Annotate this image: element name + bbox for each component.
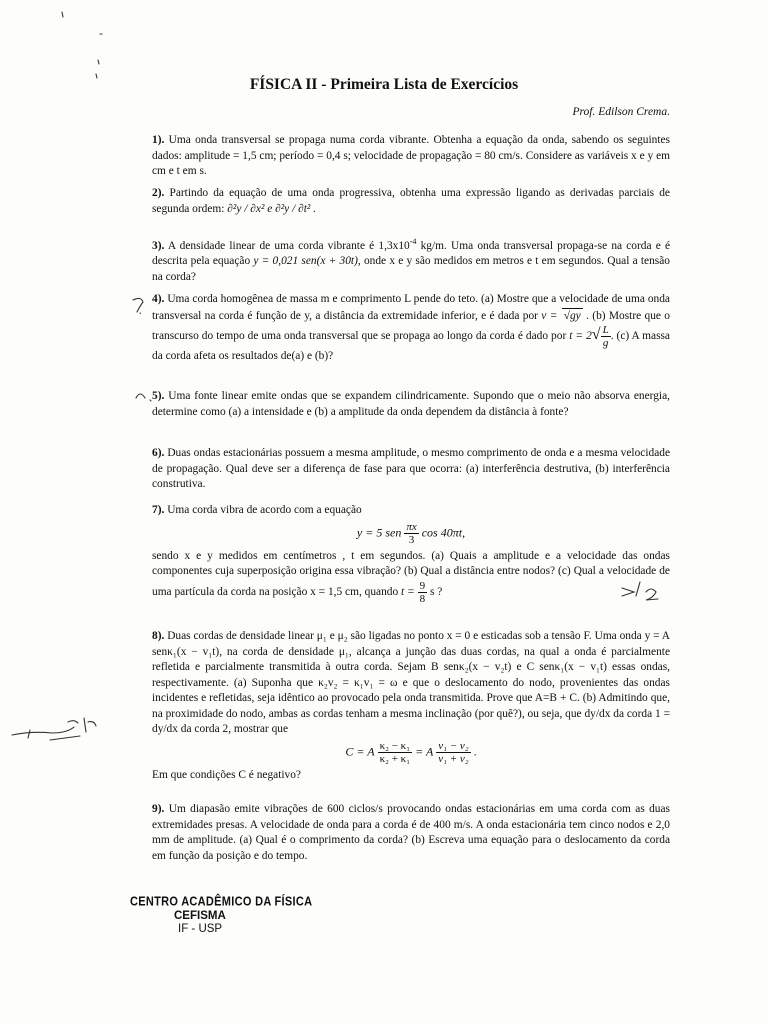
fraction-denominator: κ₂ + κ₁ (379, 752, 411, 765)
exercise-text: sendo x e y medidos em centímetros , t em segundos. (a) Quais a amplitude e a velocidade das ondas componentes cuja superposição origina essa vibração? (b) Qual a distância entre nodos? (c) Qual a velocidade de uma partícula da corda na posição x = 1,5 cm, quando (152, 549, 670, 598)
exercise-text: Uma corda homogênea de massa m e comprimento L pende do teto. (a) Mostre que a velocidade de uma onda transversal na corda é função de y, a distância da extremidade inferior, e é dada por (152, 293, 670, 322)
exercise-text: . (c) A massa da corda afeta os resultados de(a) e (b)? (152, 330, 670, 362)
exercise-number: 9). (152, 803, 165, 815)
fraction-denominator: 8 (419, 592, 426, 605)
exercise-text: Uma corda vibra de acordo com a equação (167, 504, 362, 516)
exercise-math: y = 0,021 sen(x + 30t) (253, 255, 358, 268)
equation-rhs: cos 40πt, (421, 524, 466, 539)
sqrt-sign: √ (591, 326, 601, 344)
exercise-text: Uma fonte linear emite ondas que se expandem cilindricamente. Supondo que o meio não absorva energia, determine como (a) a intensidade e (b) a amplitude da onda dependem da distância à fonte? (152, 390, 670, 418)
exercise-text: Um diapasão emite vibrações de 600 ciclos/s provocando ondas estacionárias em uma corda com as duas extremidades presas. A velocidade de onda para a corda é de 400 m/s. A onda estacionária tem cinco nodos e 2,0 mm de amplitude. (a) Qual é o comprimento da corda? (b) Escreva uma equação para o deslocamento da corda em função da posição e do tempo. (152, 803, 670, 862)
exercise-number: 3). (152, 239, 165, 252)
exercise-math: t = 2 (569, 330, 592, 343)
exercise-number: 2). (152, 187, 165, 199)
fraction-denominator: g (602, 337, 609, 349)
exercise-text: Duas cordas de densidade linear μ₁ e μ₂ são ligadas no ponto x = 0 e esticadas sob a tensão F. Uma onda y = A senκ₁(x − v₁t), na corda de densidade μ₁, alcança a junção das duas cordas, na qual a onda é parcialmente refletida e parcialmente transmitida à outra corda. Sejam B senκ₂(x − v₂t) e C senκ₁(x − v₁t) essas ondas, respectivamente. (a) Suponha que κ₂v₂ = κ₁v₁ = ω e que o deslocamento do nodo, provenientes das ondas incidentes e refletidas, seja idêntico ao provocado pela onda transmitida. Prove que A=B + C. (b) Admitindo que, na proximidade do nodo, ambas as cordas tenham a mesma inclinação (por quê?), ou seja, que dy/dx da corda 1 = dy/dx da corda 2, mostrar que (152, 630, 670, 735)
fraction-numerator: 9 (419, 579, 426, 592)
exercise-number: 8). (152, 630, 165, 642)
exercise-number: 6). (152, 447, 165, 459)
exercise-math: ∂²y / ∂x² e ∂²y / ∂t² . (227, 202, 316, 215)
fraction-numerator: L (602, 324, 609, 336)
equation-lhs: y = 5 sen (356, 524, 402, 539)
exercise-text: Uma onda transversal se propaga numa corda vibrante. Obtenha a equação da onda, sabendo os seguintes dados: amplitude = 1,5 cm; período = 0,4 s; velocidade de propagação = 80 cm/s. Considere as variáveis x e y em cm e t em s. (152, 134, 670, 177)
equation-mid: = A (415, 743, 434, 758)
exercise-exponent: -4 (409, 237, 417, 246)
equation-lhs: t = (401, 585, 415, 598)
equation-unit: s ? (429, 585, 443, 598)
fraction-numerator: κ₂ − κ₁ (379, 739, 411, 752)
fraction-numerator: v₁ − v₂ (438, 739, 469, 752)
exercise-text: kg/m. Uma onda transversal propaga-se na corda e é descrita pela equação (152, 239, 670, 268)
exercise-text: A densidade linear de uma corda vibrante é 1,3x10 (167, 239, 410, 252)
page-title: FÍSICA II - Primeira Lista de Exercícios (249, 76, 519, 93)
exercise-text: Partindo da equação de uma onda progressiva, obtenha uma expressão ligando as derivadas parciais de segunda ordem: (152, 187, 670, 215)
exercise-text: Duas ondas estacionárias possuem a mesma amplitude, o mesmo comprimento de onda e a mesma velocidade de propagação. Qual deve ser a diferença de fase para que ocorra: (a) interferência destrutiva, (b) interferência construtiva. (152, 447, 670, 490)
exercise-number: 1). (152, 134, 165, 146)
stamp-line: CEFISMA (174, 910, 226, 922)
equation-end: . (473, 743, 477, 758)
sqrt-expression: √gy (562, 308, 583, 325)
author-name: Prof. Edilson Crema. (572, 106, 670, 118)
stamp-line: CENTRO ACADÊMICO DA FÍSICA (130, 895, 313, 909)
exercise-number: 5). (152, 390, 165, 402)
exercise-math: v = (541, 309, 561, 322)
exercise-text: Em que condições C é negativo? (152, 768, 301, 781)
fraction-numerator: πx (406, 520, 417, 533)
exercise-text: , onde x e y são medidos em metros e t em segundos. Qual a tensão na corda? (152, 255, 670, 283)
exercise-number: 7). (152, 504, 165, 516)
fraction-denominator: v₁ + v₂ (438, 752, 469, 765)
equation-lhs: C = A (345, 743, 375, 758)
exercise-number: 4). (152, 293, 165, 305)
exercise-text: . (b) Mostre que o transcurso do tempo de uma onda transversal que se propaga ao longo da corda é dado por (152, 309, 670, 343)
sqrt-radicand: gy (569, 309, 581, 322)
fraction-denominator: 3 (408, 533, 415, 546)
stamp-line: IF - USP (178, 923, 223, 935)
